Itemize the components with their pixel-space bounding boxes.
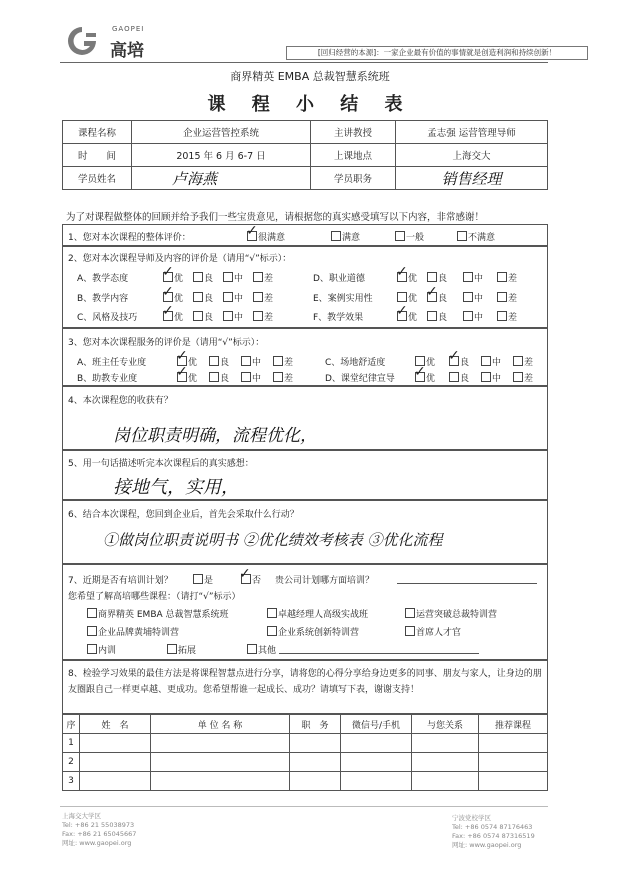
- q2-a-grade-excellent[interactable]: 优: [163, 271, 183, 284]
- cell-course[interactable]: [479, 753, 548, 772]
- check-mark-icon: ✓: [176, 348, 188, 364]
- course-name-value: 企业运营管控系统: [132, 121, 311, 144]
- q6-answer[interactable]: ①做岗位职责说明书 ②优化绩效考核表 ③优化流程: [103, 531, 443, 549]
- course-option-other[interactable]: 其他: [247, 643, 276, 656]
- footer-right-website[interactable]: 网址: www.gaopei.org: [452, 841, 522, 849]
- q3-a-grade-poor[interactable]: 差: [273, 355, 293, 368]
- referral-table: [62, 714, 548, 791]
- q1-text: 1、您对本次课程的整体评价：: [68, 233, 191, 243]
- q4-text: 4、本次课程您的收获有？: [68, 396, 173, 406]
- check-mark-icon: ✓: [162, 284, 174, 300]
- slogan: [回归经营的本源]：一家企业最有价值的事情就是创造利润和持续创新！: [286, 46, 588, 60]
- q3-d-grade-poor[interactable]: 差: [513, 371, 533, 384]
- q3-item-d: D、课堂纪律宣导: [325, 374, 395, 384]
- course-option-innovation[interactable]: 企业系统创新特训营: [267, 625, 359, 638]
- q2-b-grade-fair[interactable]: 中: [223, 291, 243, 304]
- q2-e-grade-good[interactable]: 良: [427, 291, 447, 304]
- time-value: 2015 年 6 月 6-7 日: [132, 144, 311, 167]
- q1-option-satisfied[interactable]: 满意: [331, 230, 360, 243]
- q2-d-grade-fair[interactable]: 中: [463, 271, 483, 284]
- q3-c-grade-excellent[interactable]: 优: [415, 355, 435, 368]
- q2-e-grade-excellent[interactable]: 优: [397, 291, 417, 304]
- checkbox-icon: [395, 231, 405, 241]
- q6-text: 6、结合本次课程，您回到企业后，首先会采取什么行动？: [68, 510, 299, 520]
- cell-company[interactable]: [151, 753, 290, 772]
- q2-item-d: D、职业道德: [313, 274, 365, 284]
- q2-f-grade-poor[interactable]: 差: [497, 310, 517, 323]
- course-option-cho[interactable]: 首席人才官: [405, 625, 461, 638]
- check-mark-icon: ✓: [162, 264, 174, 280]
- q2-c-grade-good[interactable]: 良: [193, 310, 213, 323]
- check-mark-icon: ✓: [448, 348, 460, 364]
- q8-section: [62, 660, 548, 714]
- row-index: 2: [63, 753, 80, 772]
- q7-no-option[interactable]: 否: [241, 573, 261, 586]
- check-mark-icon: ✓: [239, 566, 251, 582]
- course-option-manager[interactable]: 卓越经理人高级实战班: [267, 607, 368, 620]
- q2-section: [62, 246, 548, 328]
- lecturer-value: 孟志强 运营管理导师: [396, 121, 548, 144]
- cell-course[interactable]: [479, 734, 548, 753]
- q2-e-grade-fair[interactable]: 中: [463, 291, 483, 304]
- q1-option-average[interactable]: 一般: [395, 230, 424, 243]
- table-row: [63, 753, 548, 772]
- cell-contact[interactable]: [341, 734, 412, 753]
- cell-contact[interactable]: [341, 772, 412, 791]
- col-header-contact: 微信号/手机: [341, 715, 412, 734]
- q6-section: [62, 500, 548, 564]
- q2-a-grade-fair[interactable]: 中: [223, 271, 243, 284]
- q8-text: 8、检验学习效果的最佳方法是将课程智慧点进行分享，请将您的心得分享给身边更多的同事、朋友与家人，让身边的朋友圈跟自己一样更卓越、更成功。您希望帮谁一起成长、成功？请填写下表，谢谢支持！: [68, 669, 542, 695]
- q2-e-grade-poor[interactable]: 差: [497, 291, 517, 304]
- q2-d-grade-excellent[interactable]: 优: [397, 271, 417, 284]
- gaopei-logo-icon: [62, 24, 102, 58]
- position-label: 学员职务: [311, 167, 396, 190]
- col-header-title: 职 务: [290, 715, 341, 734]
- q2-item-c: C、风格及技巧: [77, 313, 138, 323]
- q2-b-grade-good[interactable]: 良: [193, 291, 213, 304]
- row-index: 1: [63, 734, 80, 753]
- q2-c-grade-fair[interactable]: 中: [223, 310, 243, 323]
- q2-a-grade-good[interactable]: 良: [193, 271, 213, 284]
- col-header-name: 姓 名: [80, 715, 151, 734]
- q3-item-b: B、助教专业度: [77, 374, 138, 384]
- q2-c-grade-poor[interactable]: 差: [253, 310, 273, 323]
- q3-c-grade-good[interactable]: 良: [449, 355, 469, 368]
- q2-b-grade-excellent[interactable]: 优: [163, 291, 183, 304]
- cell-relation[interactable]: [412, 753, 479, 772]
- q3-b-grade-fair[interactable]: 中: [241, 371, 261, 384]
- other-course-blank[interactable]: [279, 653, 479, 654]
- header-divider: [60, 62, 548, 63]
- check-mark-icon: ✓: [414, 364, 426, 380]
- q3-a-grade-fair[interactable]: 中: [241, 355, 261, 368]
- q3-text: 3、您对本次课程服务的评价是（请用“√”标示）：: [68, 338, 265, 348]
- q2-item-f: F、教学效果: [313, 313, 364, 323]
- q7-want-text: 您希望了解高培哪些课程：（请打“√”标示）: [68, 592, 241, 602]
- cell-contact[interactable]: [341, 753, 412, 772]
- q2-c-grade-excellent[interactable]: 优: [163, 310, 183, 323]
- q2-b-grade-poor[interactable]: 差: [253, 291, 273, 304]
- row-index: 3: [63, 772, 80, 791]
- course-option-outdoor[interactable]: 拓展: [167, 643, 196, 656]
- check-mark-icon: ✓: [396, 264, 408, 280]
- q3-b-grade-excellent[interactable]: 优: [177, 371, 197, 384]
- q2-a-grade-poor[interactable]: 差: [253, 271, 273, 284]
- q2-f-grade-good[interactable]: 良: [427, 310, 447, 323]
- cell-name[interactable]: [80, 772, 151, 791]
- location-label: 上课地点: [311, 144, 396, 167]
- footer-left-website[interactable]: 网址: www.gaopei.org: [62, 839, 132, 847]
- q3-item-c: C、场地舒适度: [325, 358, 386, 368]
- q2-f-grade-excellent[interactable]: 优: [397, 310, 417, 323]
- q3-item-a: A、班主任专业度: [77, 358, 147, 368]
- q3-b-grade-poor[interactable]: 差: [273, 371, 293, 384]
- q2-d-grade-good[interactable]: 良: [427, 271, 447, 284]
- cell-course[interactable]: [479, 772, 548, 791]
- table-row: [63, 734, 548, 753]
- cell-name[interactable]: [80, 734, 151, 753]
- cell-title[interactable]: [290, 734, 341, 753]
- q4-answer[interactable]: 岗位职责明确，流程优化，: [113, 426, 317, 446]
- course-option-inhouse[interactable]: 内训: [87, 643, 116, 656]
- q5-section: [62, 450, 548, 500]
- col-header-index: 序: [63, 715, 80, 734]
- q1-option-unsatisfied[interactable]: 不满意: [457, 230, 495, 243]
- checkbox-icon: [457, 231, 467, 241]
- checkbox-icon: [331, 231, 341, 241]
- q3-d-grade-fair[interactable]: 中: [481, 371, 501, 384]
- cell-title[interactable]: [290, 753, 341, 772]
- q7-section: [62, 564, 548, 660]
- footer-divider: [60, 806, 548, 807]
- program-subtitle: 商界精英 EMBA 总裁智慧系统班: [230, 70, 390, 83]
- form-title: 课 程 小 结 表: [207, 94, 413, 115]
- student-name[interactable]: 卢海燕: [132, 167, 311, 190]
- brand-cn: 高培: [110, 41, 144, 61]
- q3-d-grade-excellent[interactable]: 优: [415, 371, 435, 384]
- q3-b-grade-good[interactable]: 良: [209, 371, 229, 384]
- cell-name[interactable]: [80, 753, 151, 772]
- q2-item-b: B、教学内容: [77, 294, 129, 304]
- col-header-relation: 与您关系: [412, 715, 479, 734]
- q1-option-very-satisfied[interactable]: 很满意: [247, 230, 285, 243]
- cell-relation[interactable]: [412, 772, 479, 791]
- time-label: 时 间: [63, 144, 132, 167]
- q2-text: 2、您对本次课程导师及内容的评价是（请用“√”标示）：: [68, 254, 292, 264]
- intro-text: 为了对课程做整体的回顾并给予我们一些宝贵意见，请根据您的真实感受填写以下内容，非常感谢！: [66, 212, 485, 223]
- course-info-table: [62, 120, 548, 190]
- q5-text: 5、用一句话描述听完本次课程后的真实感想：: [68, 459, 254, 469]
- cell-title[interactable]: [290, 772, 341, 791]
- check-mark-icon: ✓: [426, 284, 438, 300]
- q3-c-grade-poor[interactable]: 差: [513, 355, 533, 368]
- lecturer-label: 主讲教授: [311, 121, 396, 144]
- q2-d-grade-poor[interactable]: 差: [497, 271, 517, 284]
- q3-a-grade-good[interactable]: 良: [209, 355, 229, 368]
- brand-en: GAOPEI: [112, 25, 145, 33]
- q7-yes-option[interactable]: 是: [193, 573, 213, 586]
- q7-text: 7、近期是否有培训计划？: [68, 576, 173, 586]
- table-row: [63, 772, 548, 791]
- q1-section: [62, 224, 548, 246]
- q3-section: [62, 328, 548, 386]
- q4-section: [62, 386, 548, 450]
- course-option-emba[interactable]: 商界精英 EMBA 总裁智慧系统班: [87, 607, 229, 620]
- footer-right: 宁波党校学区 Tel: +86 0574 87176463 Fax: +86 0574 87316519 网址: www.gaopei.org: [452, 814, 535, 849]
- footer-left: 上海交大学区 Tel: +86 21 55038973 Fax: +86 21 65045667 网址: www.gaopei.org: [62, 812, 137, 847]
- col-header-company: 单 位 名 称: [151, 715, 290, 734]
- student-position[interactable]: 销售经理: [396, 167, 548, 190]
- q3-a-grade-excellent[interactable]: 优: [177, 355, 197, 368]
- course-name-label: 课程名称: [63, 121, 132, 144]
- check-mark-icon: ✓: [246, 223, 258, 239]
- student-label: 学员姓名: [63, 167, 132, 190]
- cell-company[interactable]: [151, 734, 290, 753]
- course-option-operation[interactable]: 运营突破总裁特训营: [405, 607, 497, 620]
- cell-company[interactable]: [151, 772, 290, 791]
- q7-plan-blank[interactable]: [397, 583, 537, 584]
- q3-d-grade-good[interactable]: 良: [449, 371, 469, 384]
- location-value: 上海交大: [396, 144, 548, 167]
- check-mark-icon: ✓: [176, 364, 188, 380]
- q2-item-a: A、教学态度: [77, 274, 129, 284]
- check-mark-icon: ✓: [396, 303, 408, 319]
- q5-answer[interactable]: 接地气，实用，: [113, 477, 239, 498]
- course-option-brand[interactable]: 企业品牌黄埔特训营: [87, 625, 179, 638]
- col-header-course: 推荐课程: [479, 715, 548, 734]
- check-mark-icon: ✓: [162, 303, 174, 319]
- q7-plan-question: 贵公司计划哪方面培训？: [275, 576, 375, 586]
- q3-c-grade-fair[interactable]: 中: [481, 355, 501, 368]
- cell-relation[interactable]: [412, 734, 479, 753]
- q2-item-e: E、案例实用性: [313, 294, 373, 304]
- q2-f-grade-fair[interactable]: 中: [463, 310, 483, 323]
